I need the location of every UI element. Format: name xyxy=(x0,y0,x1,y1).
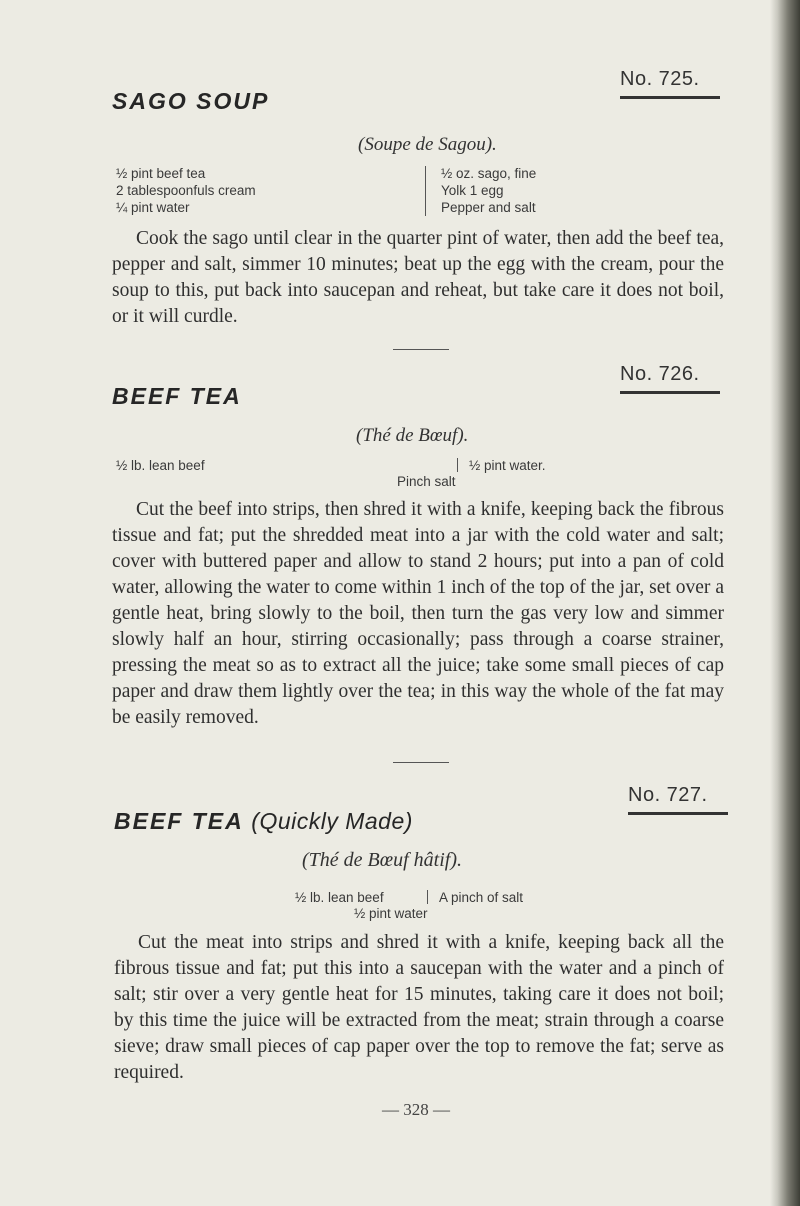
ingredient: Pepper and salt xyxy=(441,200,536,215)
recipe-title-main: BEEF TEA xyxy=(114,808,243,834)
recipe-number-underline xyxy=(620,391,720,394)
ingredient-center: ½ pint water xyxy=(354,906,428,921)
recipe-number-underline xyxy=(628,812,728,815)
recipe-method: Cut the meat into strips and shred it with a knife, keeping back all the fibrous tissue and fat; put this into a saucepan with the water and a pinch of salt; stir over a very gentle heat for 15 minutes, taking care it does not boil; by this time the juice will be extracted from the meat; strain through a coarse sieve; draw small pieces of cap paper over the top to remove the fat; serve as required. xyxy=(114,932,724,1083)
ingredient: ½ lb. lean beef xyxy=(116,458,205,473)
recipe-number-underline xyxy=(620,96,720,99)
ingredient-list-right xyxy=(439,889,523,906)
ingredient-list-right xyxy=(441,165,536,216)
recipe-title-note: (Quickly Made) xyxy=(251,808,413,834)
ingredient-divider xyxy=(425,166,426,216)
section-divider xyxy=(393,349,449,350)
recipe-subtitle: (Soupe de Sagou). xyxy=(358,134,497,155)
ingredient-list-left xyxy=(116,165,256,216)
recipe-number-text: No. 725. xyxy=(620,68,700,90)
ingredient-list-left xyxy=(295,889,384,906)
recipe-subtitle: (Thé de Bœuf hâtif). xyxy=(302,849,462,871)
recipe-number xyxy=(620,68,720,99)
ingredient-center: Pinch salt xyxy=(397,474,456,489)
recipe-number xyxy=(628,784,728,815)
recipe-title xyxy=(114,808,413,835)
ingredient: ½ pint water. xyxy=(469,458,546,473)
ingredient-list-right xyxy=(469,457,546,474)
ingredient: A pinch of salt xyxy=(439,890,524,905)
book-spine-shadow xyxy=(770,0,800,1206)
page-number: — 328 — xyxy=(382,1100,450,1119)
ingredient: ½ pint beef tea xyxy=(116,166,206,181)
recipe-method: Cook the sago until clear in the quarter pint of water, then add the beef tea, pepper and salt, simmer 10 minutes; beat up the egg with the cream, pour the soup to this, put back into saucepan and reheat, but take care it does not boil, or it will curdle. xyxy=(112,228,724,327)
ingredient-divider xyxy=(427,890,428,904)
recipe-subtitle: (Thé de Bœuf). xyxy=(356,425,469,446)
section-divider xyxy=(393,762,449,763)
recipe-title: BEEF TEA xyxy=(112,383,242,409)
ingredient-divider xyxy=(457,458,458,472)
ingredient: Yolk 1 egg xyxy=(441,183,504,198)
ingredient: ¼ pint water xyxy=(116,200,190,215)
ingredient: ½ oz. sago, fine xyxy=(441,166,537,181)
ingredient: 2 tablespoonfuls cream xyxy=(116,183,256,198)
ingredient: ½ lb. lean beef xyxy=(295,890,384,905)
recipe-title: SAGO SOUP xyxy=(112,88,270,114)
recipe-number xyxy=(620,363,720,394)
recipe-method: Cut the beef into strips, then shred it with a knife, keeping back the fibrous tissue and fat; put the shredded meat into a jar with the cold water and salt; cover with buttered paper and allow to stand 2 hours; put into a pan of cold water, allowing the water to come within 1 inch of the top of the jar, set over a gentle heat, bring slowly to the boil, then turn the gas very low and simmer slowly half an hour, stirring occasionally; pass through a coarse strainer, pressing the meat so as to extract all the juice; take some small pieces of cap paper and draw them lightly over the tea; in this way the whole of the fat may be easily removed. xyxy=(112,499,724,728)
recipe-number-text: No. 726. xyxy=(620,363,700,385)
recipe-number-text: No. 727. xyxy=(628,784,708,806)
ingredient-list-left xyxy=(116,457,205,474)
